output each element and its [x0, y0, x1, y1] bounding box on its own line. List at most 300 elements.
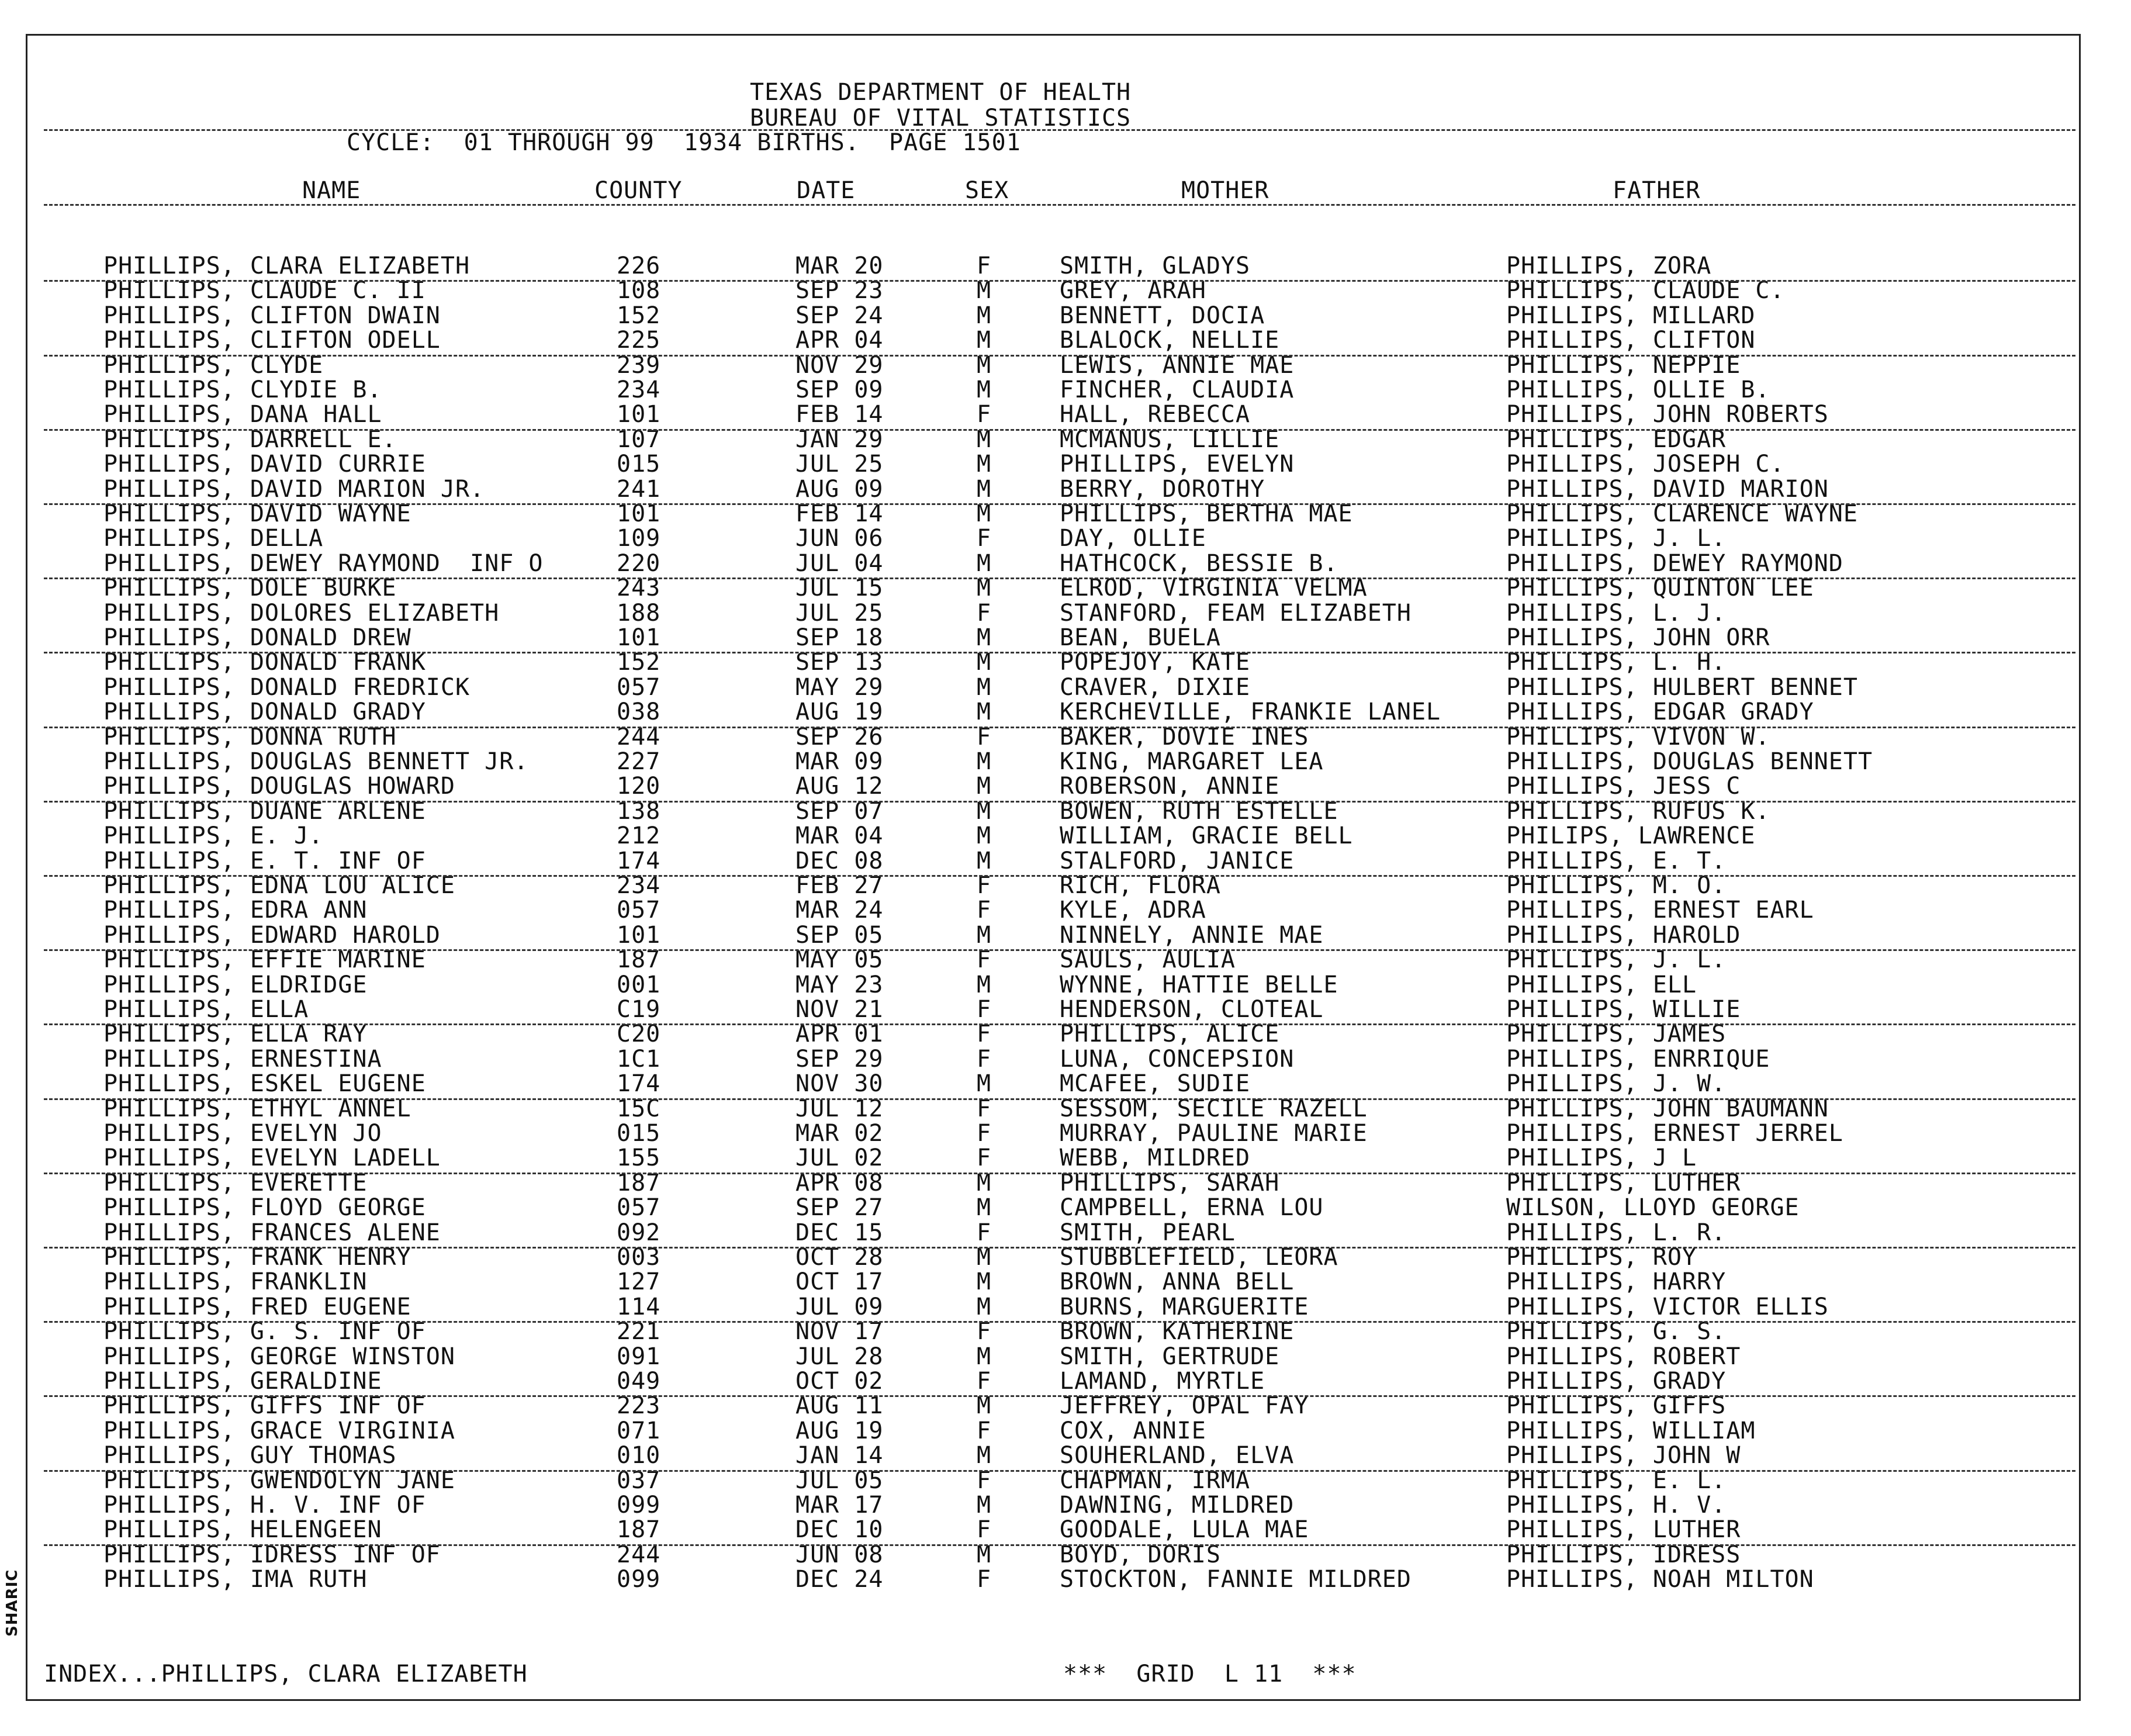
- sex-cell: F: [977, 1417, 992, 1444]
- sex-cell: M: [977, 748, 992, 775]
- date-cell: JUN 08: [795, 1541, 884, 1568]
- county-cell: 107: [617, 426, 661, 453]
- father-cell: PHILLIPS, H. V.: [1506, 1492, 1727, 1519]
- father-cell: PHILLIPS, ELL: [1506, 971, 1697, 998]
- mother-cell: PHILLIPS, ALICE: [1060, 1021, 1280, 1048]
- date-cell: SEP 23: [795, 277, 884, 305]
- county-cell: 101: [617, 921, 661, 949]
- mother-cell: PHILLIPS, EVELYN: [1060, 451, 1295, 478]
- mother-cell: BERRY, DOROTHY: [1060, 475, 1265, 503]
- sex-cell: M: [977, 451, 992, 478]
- name-cell: PHILLIPS, FRED EUGENE: [103, 1293, 411, 1320]
- county-cell: 223: [617, 1392, 661, 1420]
- date-cell: JAN 14: [795, 1442, 884, 1469]
- sex-cell: F: [977, 525, 992, 552]
- name-cell: PHILLIPS, ELLA RAY: [103, 1021, 368, 1048]
- county-cell: 244: [617, 723, 661, 751]
- father-cell: PHILLIPS, ERNEST JERREL: [1506, 1120, 1843, 1147]
- father-cell: PHILLIPS, NEPPIE: [1506, 351, 1741, 379]
- county-cell: 155: [617, 1144, 661, 1172]
- date-cell: AUG 12: [795, 773, 884, 800]
- father-cell: PHILLIPS, L. H.: [1506, 649, 1727, 676]
- sex-cell: F: [977, 1516, 992, 1544]
- sex-cell: F: [977, 946, 992, 974]
- sex-cell: M: [977, 1268, 992, 1296]
- mother-cell: JEFFREY, OPAL FAY: [1060, 1392, 1309, 1420]
- father-cell: PHILLIPS, G. S.: [1506, 1318, 1727, 1346]
- row-group-divider: [44, 1321, 2075, 1323]
- father-cell: PHILLIPS, ERNEST EARL: [1506, 897, 1814, 924]
- column-header-date: DATE: [797, 177, 856, 204]
- date-cell: SEP 13: [795, 649, 884, 676]
- row-group-divider: [44, 1023, 2075, 1025]
- father-cell: PHILLIPS, E. L.: [1506, 1467, 1727, 1494]
- date-cell: FEB 14: [795, 500, 884, 527]
- sex-cell: M: [977, 302, 992, 329]
- father-cell: PHILLIPS, J L: [1506, 1144, 1697, 1172]
- father-cell: PHILLIPS, GRADY: [1506, 1368, 1727, 1395]
- county-cell: 1C1: [617, 1045, 661, 1073]
- sex-cell: F: [977, 996, 992, 1023]
- father-cell: PHILLIPS, DAVID MARION: [1506, 475, 1829, 503]
- sex-cell: M: [977, 673, 992, 701]
- father-cell: PHILLIPS, DOUGLAS BENNETT: [1506, 748, 1873, 775]
- name-cell: PHILLIPS, G. S. INF OF: [103, 1318, 426, 1346]
- sex-cell: M: [977, 1541, 992, 1568]
- county-cell: 114: [617, 1293, 661, 1320]
- mother-cell: WILLIAM, GRACIE BELL: [1060, 822, 1353, 850]
- name-cell: PHILLIPS, DARRELL E.: [103, 426, 397, 453]
- date-cell: JUN 06: [795, 525, 884, 552]
- name-cell: PHILLIPS, ERNESTINA: [103, 1045, 382, 1073]
- county-cell: 037: [617, 1467, 661, 1494]
- sex-cell: M: [977, 475, 992, 503]
- date-cell: OCT 28: [795, 1244, 884, 1271]
- father-cell: PHILLIPS, WILLIE: [1506, 996, 1741, 1023]
- date-cell: JAN 29: [795, 426, 884, 453]
- sex-cell: M: [977, 426, 992, 453]
- father-cell: PHILLIPS, ENRRIQUE: [1506, 1045, 1770, 1073]
- name-cell: PHILLIPS, CLARA ELIZABETH: [103, 253, 471, 279]
- name-cell: PHILLIPS, DAVID WAYNE: [103, 500, 411, 527]
- county-cell: 101: [617, 624, 661, 651]
- date-cell: MAR 17: [795, 1492, 884, 1519]
- father-cell: PHILLIPS, ROBERT: [1506, 1343, 1741, 1370]
- county-cell: 15C: [617, 1095, 661, 1122]
- mother-cell: FINCHER, CLAUDIA: [1060, 376, 1295, 403]
- county-cell: 038: [617, 698, 661, 726]
- column-header-divider: [44, 204, 2075, 206]
- sex-cell: F: [977, 1219, 992, 1246]
- county-cell: 120: [617, 773, 661, 800]
- date-cell: JUL 15: [795, 575, 884, 602]
- date-cell: DEC 15: [795, 1219, 884, 1246]
- father-cell: PHILLIPS, LUTHER: [1506, 1169, 1741, 1196]
- name-cell: PHILLIPS, DEWEY RAYMOND INF O: [103, 549, 544, 577]
- county-cell: 187: [617, 946, 661, 974]
- county-cell: 187: [617, 1169, 661, 1196]
- father-cell: PHILLIPS, ROY: [1506, 1244, 1697, 1271]
- name-cell: PHILLIPS, GERALDINE: [103, 1368, 382, 1395]
- mother-cell: LUNA, CONCEPSION: [1060, 1045, 1295, 1073]
- mother-cell: BENNETT, DOCIA: [1060, 302, 1265, 329]
- mother-cell: PHILLIPS, BERTHA MAE: [1060, 500, 1353, 527]
- cycle-line: CYCLE: 01 THROUGH 99 1934 BIRTHS. PAGE 1501: [347, 129, 1021, 156]
- sex-cell: F: [977, 1144, 992, 1172]
- sex-cell: M: [977, 847, 992, 874]
- sex-cell: M: [977, 376, 992, 403]
- mother-cell: BOYD, DORIS: [1060, 1541, 1221, 1568]
- county-cell: 239: [617, 351, 661, 379]
- father-cell: PHILLIPS, GIFFS: [1506, 1392, 1727, 1420]
- column-header-mother: MOTHER: [1181, 177, 1269, 204]
- date-cell: AUG 11: [795, 1392, 884, 1420]
- department-title: TEXAS DEPARTMENT OF HEALTH: [750, 79, 1132, 106]
- name-cell: PHILLIPS, DANA HALL: [103, 401, 382, 428]
- date-cell: AUG 09: [795, 475, 884, 503]
- row-group-divider: [44, 801, 2075, 803]
- mother-cell: BEAN, BUELA: [1060, 624, 1221, 651]
- date-cell: NOV 29: [795, 351, 884, 379]
- date-cell: MAY 29: [795, 673, 884, 701]
- sex-cell: M: [977, 822, 992, 850]
- father-cell: PHILLIPS, J. L.: [1506, 946, 1727, 974]
- mother-cell: LEWIS, ANNIE MAE: [1060, 351, 1295, 379]
- county-cell: C20: [617, 1021, 661, 1048]
- column-header-county: COUNTY: [594, 177, 683, 204]
- father-cell: PHILLIPS, NOAH MILTON: [1506, 1566, 1814, 1593]
- mother-cell: STANFORD, FEAM ELIZABETH: [1060, 599, 1412, 627]
- county-cell: 071: [617, 1417, 661, 1444]
- county-cell: 241: [617, 475, 661, 503]
- county-cell: 138: [617, 797, 661, 825]
- mother-cell: KYLE, ADRA: [1060, 897, 1206, 924]
- father-cell: PHILLIPS, ZORA: [1506, 253, 1712, 279]
- county-cell: 091: [617, 1343, 661, 1370]
- father-cell: PHILLIPS, OLLIE B.: [1506, 376, 1770, 403]
- side-code: SHARIC: [4, 1569, 21, 1637]
- sex-cell: M: [977, 797, 992, 825]
- name-cell: PHILLIPS, DONALD FRANK: [103, 649, 426, 676]
- mother-cell: WEBB, MILDRED: [1060, 1144, 1251, 1172]
- name-cell: PHILLIPS, DONALD DREW: [103, 624, 411, 651]
- county-cell: 109: [617, 525, 661, 552]
- county-cell: 108: [617, 277, 661, 305]
- date-cell: MAR 20: [795, 253, 884, 279]
- date-cell: FEB 14: [795, 401, 884, 428]
- father-cell: PHILLIPS, LUTHER: [1506, 1516, 1741, 1544]
- father-cell: PHILLIPS, QUINTON LEE: [1506, 575, 1814, 602]
- name-cell: PHILLIPS, FRANK HENRY: [103, 1244, 411, 1271]
- name-cell: PHILLIPS, CLYDIE B.: [103, 376, 382, 403]
- row-group-divider: [44, 652, 2075, 653]
- date-cell: DEC 10: [795, 1516, 884, 1544]
- name-cell: PHILLIPS, E. T. INF OF: [103, 847, 426, 874]
- sex-cell: F: [977, 253, 992, 279]
- row-group-divider: [44, 949, 2075, 951]
- father-cell: PHILLIPS, VICTOR ELLIS: [1506, 1293, 1829, 1320]
- father-cell: PHILLIPS, JAMES: [1506, 1021, 1727, 1048]
- mother-cell: RICH, FLORA: [1060, 872, 1221, 899]
- mother-cell: POPEJOY, KATE: [1060, 649, 1251, 676]
- mother-cell: KERCHEVILLE, FRANKIE LANEL: [1060, 698, 1441, 726]
- name-cell: PHILLIPS, FLOYD GEORGE: [103, 1194, 426, 1222]
- row-group-divider: [44, 875, 2075, 877]
- name-cell: PHILLIPS, DAVID CURRIE: [103, 451, 426, 478]
- sex-cell: F: [977, 1095, 992, 1122]
- county-cell: 220: [617, 549, 661, 577]
- county-cell: 057: [617, 897, 661, 924]
- name-cell: PHILLIPS, EFFIE MARINE: [103, 946, 426, 974]
- county-cell: 221: [617, 1318, 661, 1346]
- mother-cell: BLALOCK, NELLIE: [1060, 327, 1280, 354]
- row-group-divider: [44, 1470, 2075, 1472]
- father-cell: PHILLIPS, EDGAR: [1506, 426, 1727, 453]
- sex-cell: M: [977, 575, 992, 602]
- father-cell: PHILLIPS, J. W.: [1506, 1070, 1727, 1098]
- index-footer: INDEX...PHILLIPS, CLARA ELIZABETH: [44, 1661, 528, 1687]
- father-cell: PHILLIPS, J. L.: [1506, 525, 1727, 552]
- mother-cell: MCMANUS, LILLIE: [1060, 426, 1280, 453]
- date-cell: DEC 08: [795, 847, 884, 874]
- sex-cell: M: [977, 921, 992, 949]
- name-cell: PHILLIPS, ETHYL ANNEL: [103, 1095, 411, 1122]
- mother-cell: CHAPMAN, IRMA: [1060, 1467, 1251, 1494]
- sex-cell: F: [977, 872, 992, 899]
- father-cell: PHILLIPS, JOHN ROBERTS: [1506, 401, 1829, 428]
- mother-cell: MCAFEE, SUDIE: [1060, 1070, 1251, 1098]
- date-cell: JUL 05: [795, 1467, 884, 1494]
- name-cell: PHILLIPS, GRACE VIRGINIA: [103, 1417, 455, 1444]
- date-cell: SEP 07: [795, 797, 884, 825]
- mother-cell: HATHCOCK, BESSIE B.: [1060, 549, 1338, 577]
- row-group-divider: [44, 355, 2075, 357]
- row-group-divider: [44, 577, 2075, 579]
- father-cell: PHILLIPS, HULBERT BENNET: [1506, 673, 1858, 701]
- date-cell: JUL 25: [795, 451, 884, 478]
- name-cell: PHILLIPS, DOUGLAS BENNETT JR.: [103, 748, 529, 775]
- name-cell: PHILLIPS, EVERETTE: [103, 1169, 368, 1196]
- father-cell: PHILLIPS, M. O.: [1506, 872, 1727, 899]
- father-cell: PHILLIPS, CLARENCE WAYNE: [1506, 500, 1858, 527]
- father-cell: PHILLIPS, VIVON W.: [1506, 723, 1770, 751]
- sex-cell: M: [977, 1194, 992, 1222]
- name-cell: PHILLIPS, CLIFTON ODELL: [103, 327, 441, 354]
- sex-cell: F: [977, 1045, 992, 1073]
- row-group-divider: [44, 1173, 2075, 1174]
- date-cell: APR 04: [795, 327, 884, 354]
- row-group-divider: [44, 503, 2075, 505]
- row-group-divider: [44, 1544, 2075, 1546]
- mother-cell: SOUHERLAND, ELVA: [1060, 1442, 1295, 1469]
- sex-cell: M: [977, 351, 992, 379]
- county-cell: 001: [617, 971, 661, 998]
- father-cell: PHILLIPS, WILLIAM: [1506, 1417, 1756, 1444]
- sex-cell: F: [977, 723, 992, 751]
- date-cell: AUG 19: [795, 1417, 884, 1444]
- county-cell: 174: [617, 847, 661, 874]
- sex-cell: M: [977, 1392, 992, 1420]
- row-group-divider: [44, 727, 2075, 728]
- name-cell: PHILLIPS, GIFFS INF OF: [103, 1392, 426, 1420]
- mother-cell: LAMAND, MYRTLE: [1060, 1368, 1265, 1395]
- row-group-divider: [44, 1098, 2075, 1100]
- date-cell: JUL 09: [795, 1293, 884, 1320]
- mother-cell: COX, ANNIE: [1060, 1417, 1206, 1444]
- name-cell: PHILLIPS, DUANE ARLENE: [103, 797, 426, 825]
- sex-cell: F: [977, 897, 992, 924]
- date-cell: MAR 02: [795, 1120, 884, 1147]
- county-cell: 099: [617, 1566, 661, 1593]
- father-cell: PHILLIPS, JOHN BAUMANN: [1506, 1095, 1829, 1122]
- sex-cell: M: [977, 1492, 992, 1519]
- mother-cell: CAMPBELL, ERNA LOU: [1060, 1194, 1324, 1222]
- father-cell: PHILLIPS, EDGAR GRADY: [1506, 698, 1814, 726]
- name-cell: PHILLIPS, EVELYN JO: [103, 1120, 382, 1147]
- sex-cell: M: [977, 971, 992, 998]
- date-cell: SEP 26: [795, 723, 884, 751]
- county-cell: 057: [617, 1194, 661, 1222]
- county-cell: 227: [617, 748, 661, 775]
- county-cell: 101: [617, 401, 661, 428]
- sex-cell: M: [977, 327, 992, 354]
- date-cell: OCT 02: [795, 1368, 884, 1395]
- name-cell: PHILLIPS, E. J.: [103, 822, 324, 850]
- date-cell: JUL 12: [795, 1095, 884, 1122]
- name-cell: PHILLIPS, GUY THOMAS: [103, 1442, 397, 1469]
- mother-cell: STUBBLEFIELD, LEORA: [1060, 1244, 1338, 1271]
- father-cell: PHILLIPS, HARRY: [1506, 1268, 1727, 1296]
- name-cell: PHILLIPS, DELLA: [103, 525, 324, 552]
- sex-cell: M: [977, 1070, 992, 1098]
- mother-cell: WYNNE, HATTIE BELLE: [1060, 971, 1338, 998]
- sex-cell: F: [977, 1120, 992, 1147]
- date-cell: OCT 17: [795, 1268, 884, 1296]
- mother-cell: ELROD, VIRGINIA VELMA: [1060, 575, 1368, 602]
- father-cell: PHILLIPS, MILLARD: [1506, 302, 1756, 329]
- father-cell: PHILLIPS, CLIFTON: [1506, 327, 1756, 354]
- date-cell: JUL 02: [795, 1144, 884, 1172]
- mother-cell: NINNELY, ANNIE MAE: [1060, 921, 1324, 949]
- mother-cell: STOCKTON, FANNIE MILDRED: [1060, 1566, 1412, 1593]
- sex-cell: M: [977, 277, 992, 305]
- mother-cell: BROWN, KATHERINE: [1060, 1318, 1295, 1346]
- name-cell: PHILLIPS, ELDRIDGE: [103, 971, 368, 998]
- county-cell: 234: [617, 872, 661, 899]
- sex-cell: M: [977, 1244, 992, 1271]
- name-cell: PHILLIPS, EDNA LOU ALICE: [103, 872, 455, 899]
- date-cell: JUL 04: [795, 549, 884, 577]
- date-cell: SEP 27: [795, 1194, 884, 1222]
- column-header-name: NAME: [302, 177, 361, 204]
- county-cell: C19: [617, 996, 661, 1023]
- name-cell: PHILLIPS, CLAUDE C. II: [103, 277, 426, 305]
- bureau-title: BUREAU OF VITAL STATISTICS: [750, 105, 1132, 132]
- name-cell: PHILLIPS, ESKEL EUGENE: [103, 1070, 426, 1098]
- name-cell: PHILLIPS, GEORGE WINSTON: [103, 1343, 455, 1370]
- column-header-sex: SEX: [965, 177, 1009, 204]
- county-cell: 049: [617, 1368, 661, 1395]
- mother-cell: KING, MARGARET LEA: [1060, 748, 1324, 775]
- county-cell: 101: [617, 500, 661, 527]
- mother-cell: PHILLIPS, SARAH: [1060, 1169, 1280, 1196]
- county-cell: 226: [617, 253, 661, 279]
- mother-cell: HENDERSON, CLOTEAL: [1060, 996, 1324, 1023]
- date-cell: SEP 18: [795, 624, 884, 651]
- name-cell: PHILLIPS, EDRA ANN: [103, 897, 368, 924]
- name-cell: PHILLIPS, CLYDE: [103, 351, 324, 379]
- date-cell: JUL 28: [795, 1343, 884, 1370]
- name-cell: PHILLIPS, GWENDOLYN JANE: [103, 1467, 455, 1494]
- name-cell: PHILLIPS, IDRESS INF OF: [103, 1541, 441, 1568]
- county-cell: 234: [617, 376, 661, 403]
- county-cell: 174: [617, 1070, 661, 1098]
- name-cell: PHILLIPS, DOUGLAS HOWARD: [103, 773, 455, 800]
- date-cell: NOV 21: [795, 996, 884, 1023]
- county-cell: 099: [617, 1492, 661, 1519]
- row-group-divider: [44, 280, 2075, 282]
- county-cell: 127: [617, 1268, 661, 1296]
- name-cell: PHILLIPS, EDWARD HAROLD: [103, 921, 441, 949]
- county-cell: 212: [617, 822, 661, 850]
- name-cell: PHILLIPS, DONALD GRADY: [103, 698, 426, 726]
- sex-cell: M: [977, 549, 992, 577]
- mother-cell: HALL, REBECCA: [1060, 401, 1251, 428]
- microfilm-page: [26, 34, 2081, 1701]
- name-cell: PHILLIPS, DONNA RUTH: [103, 723, 397, 751]
- county-cell: 010: [617, 1442, 661, 1469]
- sex-cell: F: [977, 599, 992, 627]
- date-cell: FEB 27: [795, 872, 884, 899]
- father-cell: PHILIPS, LAWRENCE: [1506, 822, 1756, 850]
- date-cell: SEP 24: [795, 302, 884, 329]
- father-cell: PHILLIPS, JOSEPH C.: [1506, 451, 1785, 478]
- date-cell: JUL 25: [795, 599, 884, 627]
- row-group-divider: [44, 429, 2075, 431]
- name-cell: PHILLIPS, FRANCES ALENE: [103, 1219, 441, 1246]
- mother-cell: SAULS, AULIA: [1060, 946, 1236, 974]
- mother-cell: GOODALE, LULA MAE: [1060, 1516, 1309, 1544]
- father-cell: PHILLIPS, CLAUDE C.: [1506, 277, 1785, 305]
- county-cell: 243: [617, 575, 661, 602]
- name-cell: PHILLIPS, ELLA: [103, 996, 309, 1023]
- date-cell: MAR 04: [795, 822, 884, 850]
- name-cell: PHILLIPS, DOLORES ELIZABETH: [103, 599, 500, 627]
- sex-cell: F: [977, 1368, 992, 1395]
- county-cell: 057: [617, 673, 661, 701]
- father-cell: PHILLIPS, JOHN ORR: [1506, 624, 1770, 651]
- name-cell: PHILLIPS, DONALD FREDRICK: [103, 673, 471, 701]
- mother-cell: SESSOM, SECILE RAZELL: [1060, 1095, 1368, 1122]
- date-cell: NOV 30: [795, 1070, 884, 1098]
- date-cell: APR 08: [795, 1169, 884, 1196]
- date-cell: DEC 24: [795, 1566, 884, 1593]
- mother-cell: BROWN, ANNA BELL: [1060, 1268, 1295, 1296]
- name-cell: PHILLIPS, DAVID MARION JR.: [103, 475, 485, 503]
- sex-cell: F: [977, 1318, 992, 1346]
- sex-cell: F: [977, 1566, 992, 1593]
- mother-cell: DAY, OLLIE: [1060, 525, 1206, 552]
- date-cell: MAR 24: [795, 897, 884, 924]
- name-cell: PHILLIPS, EVELYN LADELL: [103, 1144, 441, 1172]
- grid-footer: *** GRID L 11 ***: [1063, 1661, 1357, 1687]
- county-cell: 188: [617, 599, 661, 627]
- date-cell: APR 01: [795, 1021, 884, 1048]
- date-cell: SEP 09: [795, 376, 884, 403]
- mother-cell: STALFORD, JANICE: [1060, 847, 1295, 874]
- sex-cell: F: [977, 401, 992, 428]
- mother-cell: BURNS, MARGUERITE: [1060, 1293, 1309, 1320]
